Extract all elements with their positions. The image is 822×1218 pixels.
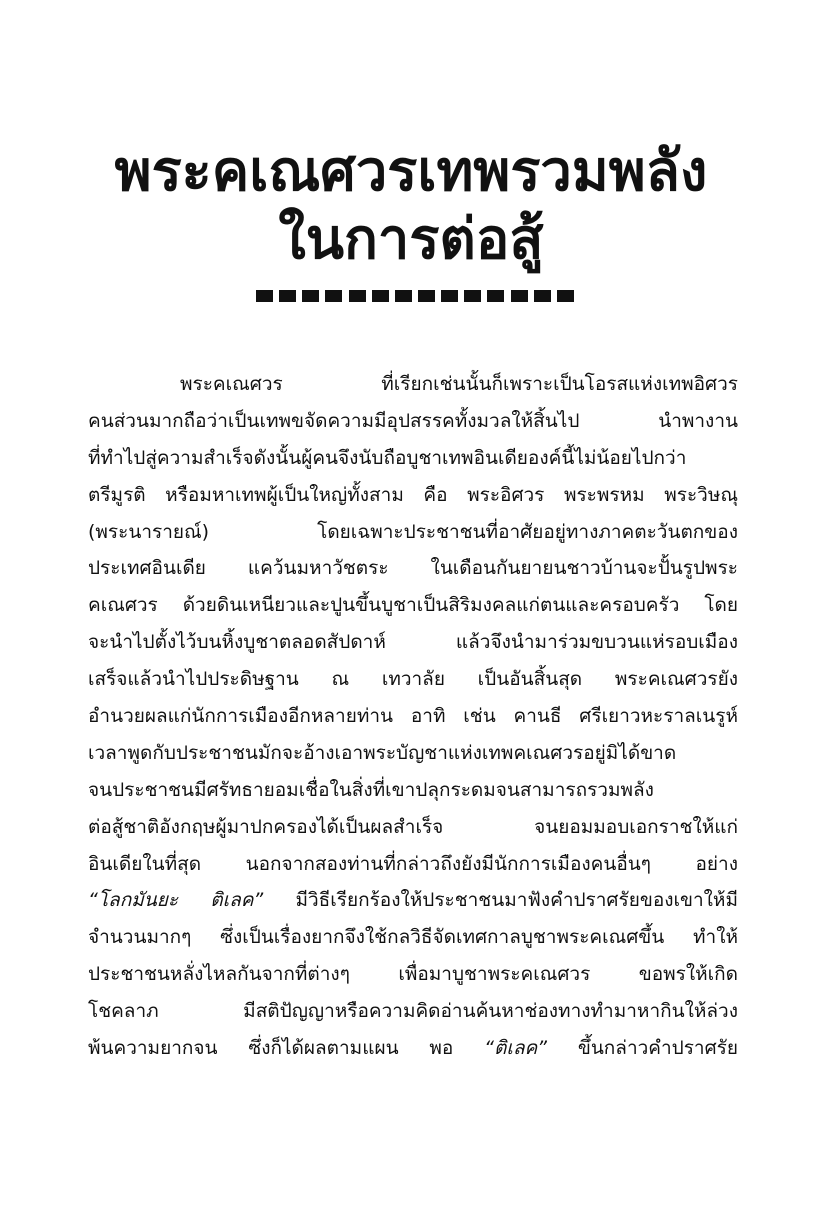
body-line: ประชาชนหลั่งไหลกันจากที่ต่างๆ เพื่อมาบูชาพระคเณศวร ขอพรให้เกิด (88, 963, 738, 986)
chapter-title-line-1: พระคเณศวรเทพรวมพลัง (114, 139, 708, 204)
body-line: จำนวนมากๆ ซึ่งเป็นเรื่องยากจึงใช้กลวิธีจัดเทศกาลบูชาพระคเณศขึ้น ทำให้ (88, 926, 738, 949)
body-line: ที่ทำไปสู่ความสำเร็จดังนั้นผู้คนจึงนับถือบูชาเทพอินเดียองค์นี้ไม่น้อยไปกว่า (88, 446, 687, 469)
quoted-name-lokmanya-tilak: “โลกมันยะ ติเลค” (88, 889, 264, 912)
body-line: ตรีมูรติ หรือมหาเทพผู้เป็นใหญ่ทั้งสาม คือ พระอิศวร พระพรหม พระวิษณุ (88, 483, 738, 506)
body-line: พระคเณศวร ที่เรียกเช่นนั้นก็เพราะเป็นโอรสแห่งเทพอิศวร (180, 373, 738, 395)
body-line: เสร็จแล้วนำไปประดิษฐาน ณ เทวาลัย เป็นอันสิ้นสุด พระคเณศวรยัง (88, 668, 738, 691)
body-line: อำนวยผลแก่นักการเมืองอีกหลายท่าน อาทิ เช่น คานธี ศรีเยาวหะราลเนรูห์ (88, 705, 738, 728)
body-line: เวลาพูดกับประชาชนมักจะอ้างเอาพระบัญชาแห่งเทพคเณศวรอยู่มิได้ขาด (88, 741, 677, 764)
chapter-title-line-2: ในการต่อสู้ (278, 207, 544, 272)
body-line: จะนำไปตั้งไว้บนหิ้งบูชาตลอดสัปดาห์ แล้วจึงนำมาร่วมขบวนแห่รอบเมือง (88, 631, 738, 654)
body-line: คนส่วนมากถือว่าเป็นเทพขจัดความมีอุปสรรคทั้งมวลให้สิ้นไป นำพางาน (88, 409, 738, 432)
title-dashed-divider (256, 290, 574, 302)
quoted-name-tilak: “ติเลค” (484, 1037, 548, 1060)
body-line: โชคลาภ มีสติปัญญาหรือความคิดอ่านค้นหาช่องทางทำมาหากินให้ล่วง (88, 1000, 738, 1023)
body-line-segment: พ้นความยากจน ซึ่งก็ได้ผลตามแผน พอ (88, 1037, 485, 1060)
body-line: ประเทศอินเดีย แคว้นมหาวัชตระ ในเดือนกันยายนชาวบ้านจะปั้นรูปพระ (88, 557, 738, 580)
body-paragraph (88, 366, 738, 1067)
body-line: อินเดียในที่สุด นอกจากสองท่านที่กล่าวถึงยังมีนักการเมืองคนอื่นๆ อย่าง (88, 852, 738, 875)
body-line: ต่อสู้ชาติอังกฤษผู้มาปกครองได้เป็นผลสำเร็จ จนยอมมอบเอกราชให้แก่ (88, 815, 738, 838)
body-line: (พระนารายณ์) โดยเฉพาะประชาชนที่อาศัยอยู่ทางภาคตะวันตกของ (88, 520, 738, 543)
body-line-with-quote (88, 1030, 738, 1067)
body-line-segment: ขึ้นกล่าวคำปราศรัย (547, 1037, 738, 1060)
body-line-segment: มีวิธีเรียกร้องให้ประชาชนมาฟังคำปราศรัยของเขาให้มี (263, 889, 738, 912)
body-line: คเณศวร ด้วยดินเหนียวและปูนขึ้นบูชาเป็นสิริมงคลแก่ตนและครอบครัว โดย (88, 594, 738, 617)
body-line-with-quote (88, 882, 738, 919)
body-line: จนประชาชนมีศรัทธายอมเชื่อในสิ่งที่เขาปลุกระดมจนสามารถรวมพลัง (88, 778, 654, 801)
